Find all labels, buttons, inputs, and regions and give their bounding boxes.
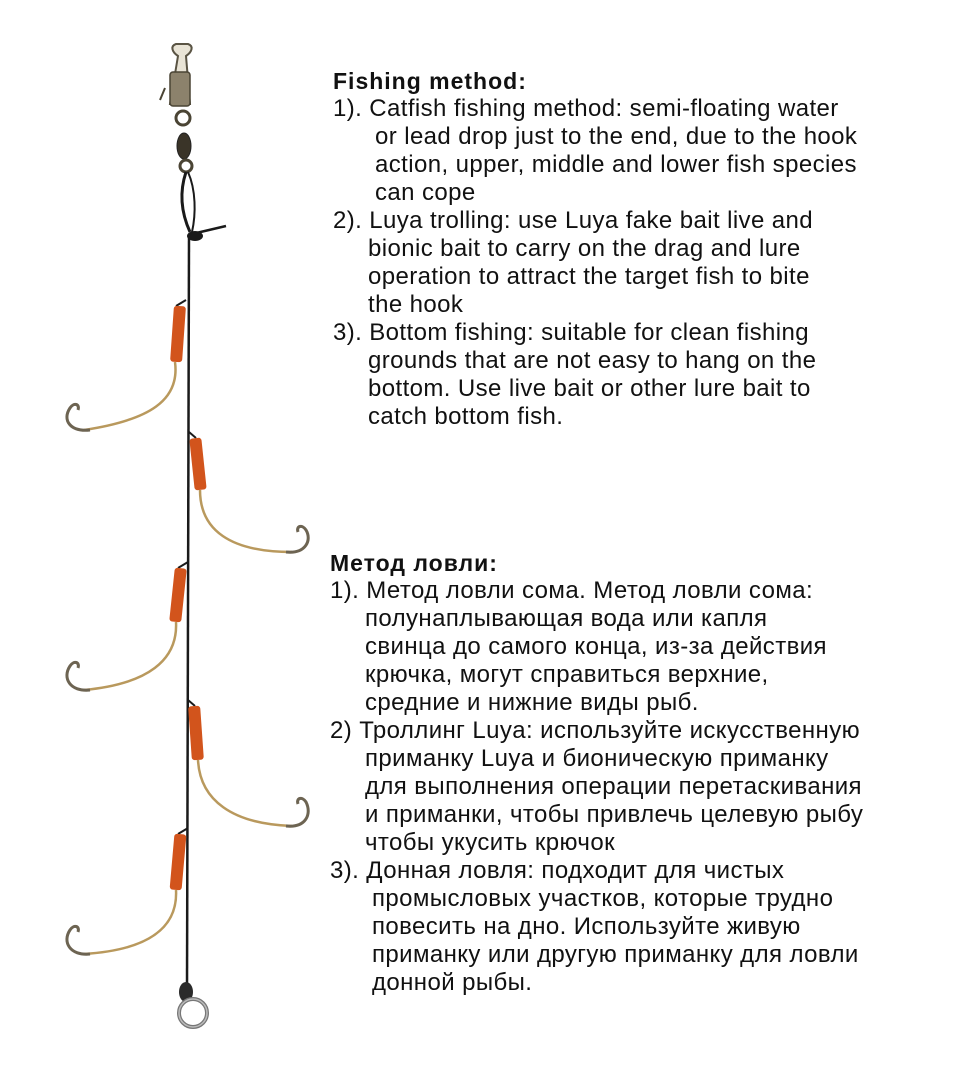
hook-dropper-5	[67, 828, 188, 954]
item-first-line: 2) Троллинг Luya: используйте искусственную	[330, 717, 861, 744]
english-item-2	[333, 207, 933, 319]
item-line: can cope	[375, 179, 476, 206]
english-method-block	[333, 67, 933, 431]
item-first-line: 2). Luya trolling: use Luya fake bait live and	[333, 207, 814, 234]
knot-icon	[182, 172, 226, 241]
item-first-line: 3). Донная ловля: подходит для чистых	[330, 857, 785, 884]
russian-title: Метод ловли:	[330, 550, 498, 576]
main-line	[187, 236, 189, 986]
item-line: action, upper, middle and lower fish species	[375, 151, 857, 178]
english-item-3	[333, 319, 933, 431]
russian-item-2	[330, 717, 950, 857]
item-line: донной рыбы.	[372, 969, 533, 996]
item-line: и приманки, чтобы привлечь целевую рыбу	[365, 801, 864, 828]
item-line: приманку Luya и бионическую приманку	[365, 745, 829, 772]
item-first-line: 1). Catfish fishing method: semi-floating water	[333, 95, 839, 122]
item-first-line: 1). Метод ловли сома. Метод ловли сома:	[330, 577, 814, 604]
item-line: catch bottom fish.	[368, 403, 564, 430]
russian-item-1	[330, 577, 950, 717]
item-line: крючка, могут справиться верхние,	[365, 661, 769, 688]
item-line: operation to attract the target fish to bite	[368, 263, 810, 290]
hook-dropper-4	[188, 700, 308, 826]
item-line: полунаплывающая вода или капля	[365, 605, 768, 632]
fishing-rig-illustration	[0, 0, 330, 1071]
english-item-1	[333, 95, 933, 207]
item-line: свинца до самого конца, из-за действия	[365, 633, 827, 660]
item-line: bottom. Use live bait or other lure bait to	[368, 375, 811, 402]
hook-icon	[67, 662, 90, 690]
item-line: промысловых участков, которые трудно	[372, 885, 834, 912]
hook-icon	[67, 404, 90, 430]
item-line: чтобы укусить крючок	[365, 829, 615, 856]
hook-dropper-3	[67, 562, 188, 690]
hook-icon	[286, 798, 308, 826]
item-line: приманку или другую приманку для ловли	[372, 941, 859, 968]
item-line: для выполнения операции перетаскивания	[365, 773, 862, 800]
english-title: Fishing method:	[333, 68, 527, 94]
russian-method-block	[330, 549, 950, 997]
snap-swivel-icon	[160, 44, 192, 172]
hook-icon	[286, 526, 308, 552]
item-line: повесить на дно. Используйте живую	[372, 913, 801, 940]
hook-dropper-2	[189, 432, 308, 552]
hook-dropper-1	[67, 300, 186, 430]
item-line: the hook	[368, 291, 464, 318]
bottom-ring-icon	[179, 982, 207, 1027]
item-line: grounds that are not easy to hang on the	[368, 347, 817, 374]
item-line: bionic bait to carry on the drag and lure	[368, 235, 801, 262]
hook-icon	[67, 926, 90, 954]
item-line: средние и нижние виды рыб.	[365, 689, 699, 716]
russian-item-3	[330, 857, 950, 997]
item-first-line: 3). Bottom fishing: suitable for clean fishing	[333, 319, 809, 346]
item-line: or lead drop just to the end, due to the hook	[375, 123, 858, 150]
